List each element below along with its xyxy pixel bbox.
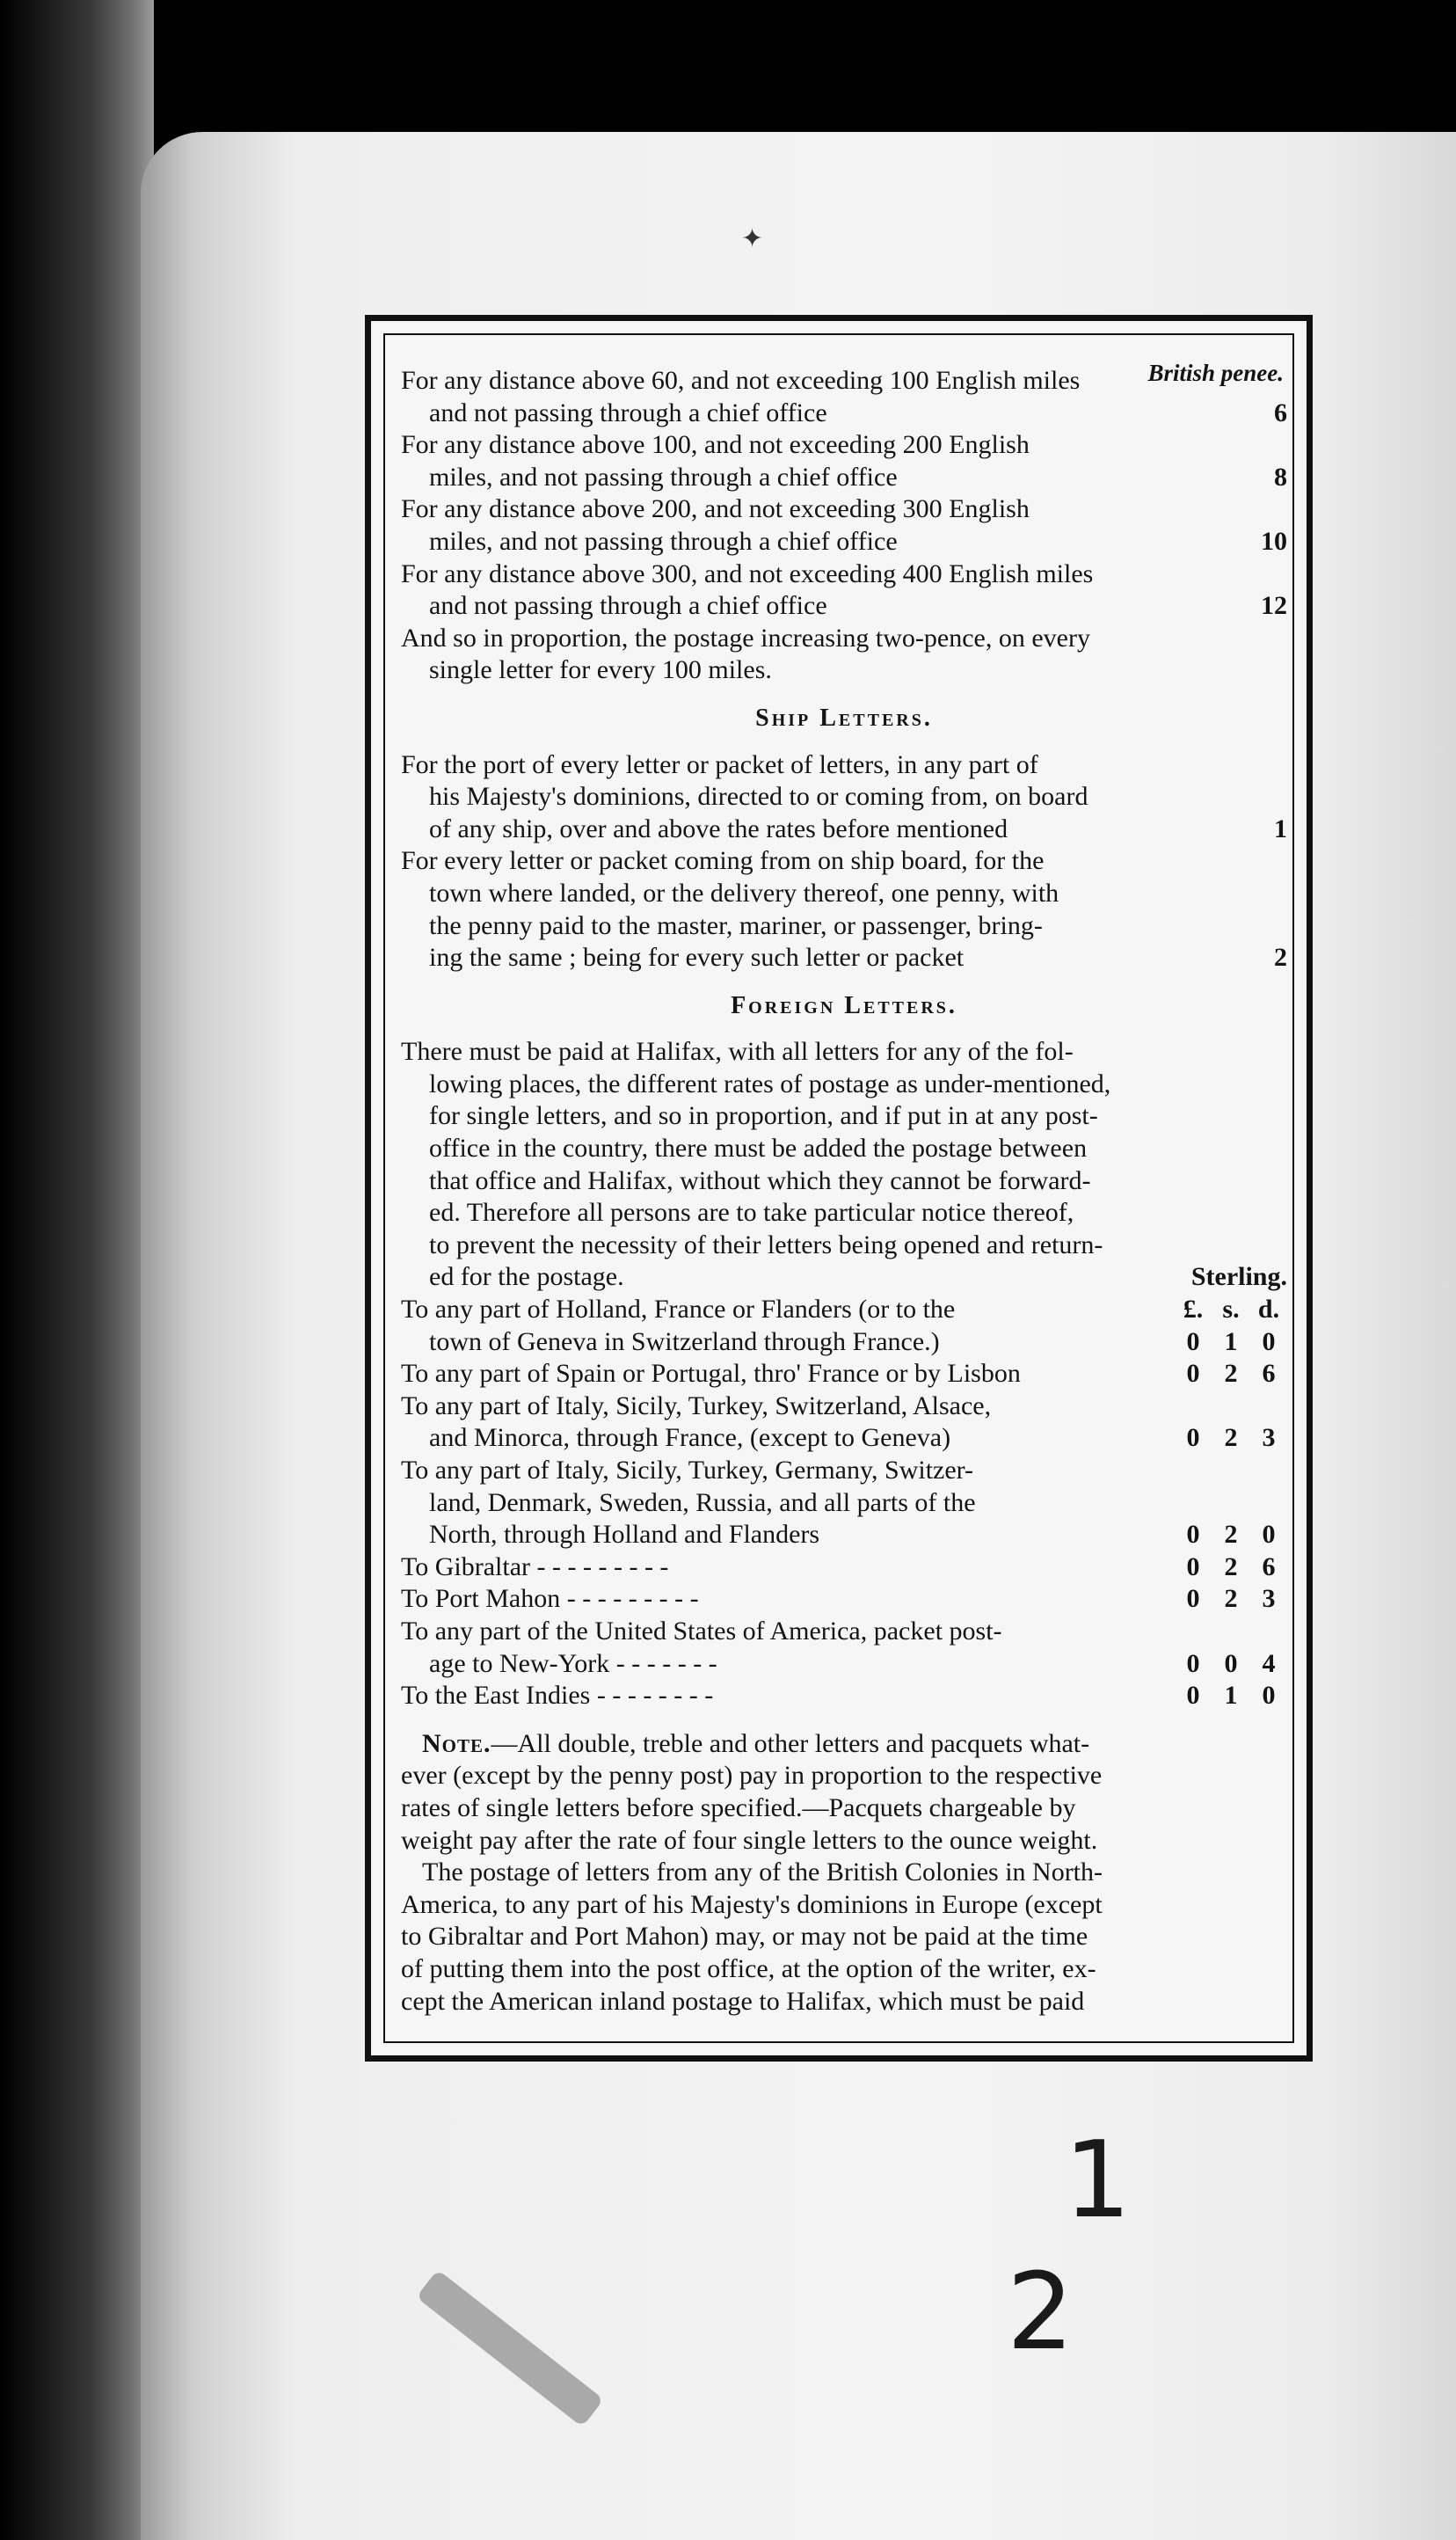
amount-digit: 6 bbox=[1262, 1551, 1276, 1581]
text-line: For the port of every letter or packet of letters, in any part of bbox=[401, 749, 1038, 779]
destination bbox=[401, 1551, 1178, 1584]
amount-column bbox=[1178, 1551, 1287, 1584]
handwritten-number-2: 2 bbox=[1007, 2252, 1074, 2374]
destination bbox=[401, 1390, 1178, 1455]
amount-digit: 0 bbox=[1186, 1681, 1200, 1711]
text-line: The postage of letters from any of the British Colonies in North- bbox=[422, 1858, 1103, 1887]
note-text: —All double, treble and other letters and pacquets what- bbox=[491, 1728, 1090, 1758]
text-line: that office and Halifax, without which they cannot be forward- bbox=[429, 1165, 1091, 1195]
text-line: For every letter or packet coming from on ship board, for the bbox=[401, 846, 1045, 876]
rate-description bbox=[401, 429, 1256, 493]
destination bbox=[401, 1680, 1178, 1712]
destination bbox=[401, 1583, 1178, 1616]
rate-entry bbox=[401, 558, 1287, 623]
foreign-rate-row bbox=[401, 1455, 1287, 1551]
text-line: North, through Holland and Flanders bbox=[429, 1520, 820, 1550]
text-line: the penny paid to the master, mariner, or passenger, bring- bbox=[429, 910, 1043, 940]
amount bbox=[1178, 1680, 1287, 1712]
text-line: age to New-York - - - - - - - bbox=[429, 1648, 717, 1678]
text-line: To any part of Italy, Sicily, Turkey, Switzerland, Alsace, bbox=[401, 1390, 992, 1420]
destination bbox=[401, 1358, 1178, 1390]
page-mark: ✦ bbox=[741, 224, 764, 253]
note-lead: Note. bbox=[422, 1728, 491, 1758]
book-spine-edge bbox=[0, 0, 154, 2540]
unit-label: s. bbox=[1222, 1295, 1240, 1325]
text-line: land, Denmark, Sweden, Russia, and all parts of the bbox=[429, 1487, 976, 1517]
text-line: of any ship, over and above the rates before mentioned bbox=[429, 814, 1008, 843]
rate-value: 10 bbox=[1261, 526, 1287, 556]
amount-digit: 0 bbox=[1186, 1551, 1200, 1581]
currency-units bbox=[1178, 1294, 1287, 1326]
text-line: town of Geneva in Switzerland through France.) bbox=[429, 1326, 940, 1356]
proportion-paragraph bbox=[401, 623, 1287, 687]
text-line: of putting them into the post office, at the option of the writer, ex- bbox=[401, 1953, 1096, 1983]
amount-digit: 2 bbox=[1224, 1359, 1238, 1389]
amount bbox=[1178, 1583, 1287, 1616]
amount bbox=[1178, 1648, 1287, 1681]
text-line: For any distance above 100, and not exceeding 200 English bbox=[401, 430, 1030, 460]
text-line: America, to any part of his Majesty's dominions in Europe (except bbox=[401, 1889, 1103, 1919]
text-line: miles, and not passing through a chief office bbox=[429, 526, 898, 556]
amount-digit: 3 bbox=[1262, 1584, 1276, 1614]
foreign-letters-heading: Foreign Letters. bbox=[731, 991, 957, 1019]
rate-entry bbox=[401, 845, 1287, 974]
rate-entry bbox=[401, 365, 1287, 429]
rate-description bbox=[401, 365, 1256, 429]
text-line: and not passing through a chief office bbox=[429, 591, 827, 621]
postage-table bbox=[401, 365, 1287, 2018]
foreign-paragraph bbox=[401, 1036, 1287, 1294]
amount-digit: 2 bbox=[1224, 1584, 1238, 1614]
amount-column bbox=[1178, 1519, 1287, 1551]
amount-digit: 0 bbox=[1186, 1584, 1200, 1614]
destination bbox=[401, 1616, 1178, 1680]
text-line: To any part of Spain or Portugal, thro' France or by Lisbon bbox=[401, 1359, 1021, 1389]
amount-column bbox=[1178, 1680, 1287, 1712]
text-line: To the East Indies - - - - - - - - bbox=[401, 1681, 714, 1711]
amount-column bbox=[1178, 1422, 1287, 1455]
column-header-british-pence: British penee. bbox=[1147, 360, 1284, 386]
page-crease bbox=[416, 2269, 604, 2427]
text-line: ing the same ; being for every such letter or packet bbox=[429, 943, 965, 973]
foreign-rate-row bbox=[401, 1680, 1287, 1712]
rate-description bbox=[401, 845, 1256, 974]
amount bbox=[1178, 1326, 1287, 1359]
amount-digit: 1 bbox=[1224, 1326, 1238, 1356]
amount-digit: 6 bbox=[1262, 1359, 1276, 1389]
text-line: To any part of Italy, Sicily, Turkey, Germany, Switzer- bbox=[401, 1456, 974, 1485]
text-line: and Minorca, through France, (except to Geneva) bbox=[429, 1423, 951, 1453]
destination bbox=[401, 1294, 1178, 1358]
text-line: For any distance above 60, and not exceeding 100 English miles bbox=[401, 366, 1081, 395]
rate-description bbox=[401, 558, 1256, 623]
foreign-rate-row bbox=[401, 1358, 1287, 1390]
rate-entry bbox=[401, 749, 1287, 846]
amount-digit: 0 bbox=[1262, 1681, 1276, 1711]
amount bbox=[1178, 1551, 1287, 1584]
destination bbox=[401, 1455, 1178, 1551]
foreign-rate-row bbox=[401, 1551, 1287, 1584]
text-line: lowing places, the different rates of postage as under-mentioned, bbox=[429, 1069, 1111, 1098]
amount-column bbox=[1178, 1648, 1287, 1681]
amount-digit: 0 bbox=[1262, 1326, 1276, 1356]
sterling-label: Sterling. bbox=[1190, 1262, 1287, 1292]
rate-value: 6 bbox=[1274, 398, 1287, 427]
rate-entry bbox=[401, 493, 1287, 558]
amount-digit: 0 bbox=[1224, 1648, 1238, 1678]
amount-column bbox=[1178, 1583, 1287, 1616]
amount-digit: 1 bbox=[1224, 1681, 1238, 1711]
text-line: To Gibraltar - - - - - - - - - bbox=[401, 1551, 669, 1581]
amount-digit: 3 bbox=[1262, 1423, 1276, 1453]
text-line: ed. Therefore all persons are to take particular notice thereof, bbox=[429, 1198, 1074, 1228]
text-line: rates of single letters before specified.—Pacquets chargeable by bbox=[401, 1792, 1076, 1822]
text-line: And so in proportion, the postage increasing two-pence, on every bbox=[401, 623, 1090, 653]
amount-digit: 0 bbox=[1186, 1423, 1200, 1453]
text-line: weight pay after the rate of four single letters to the ounce weight. bbox=[401, 1825, 1098, 1855]
amount-digit: 4 bbox=[1262, 1648, 1276, 1678]
amount-digit: 0 bbox=[1186, 1648, 1200, 1678]
text-line: cept the American inland postage to Halifax, which must be paid bbox=[401, 1986, 1085, 2016]
text-line: office in the country, there must be added the postage between bbox=[429, 1134, 1088, 1164]
foreign-rate-row bbox=[401, 1390, 1287, 1455]
text-line: and not passing through a chief office bbox=[429, 398, 827, 427]
text-line: to Gibraltar and Port Mahon) may, or may not be paid at the time bbox=[401, 1922, 1088, 1952]
amount-digit: 0 bbox=[1186, 1326, 1200, 1356]
text-line: To Port Mahon - - - - - - - - - bbox=[401, 1584, 699, 1614]
rate-entry bbox=[401, 429, 1287, 493]
text-line: his Majesty's dominions, directed to or coming from, on board bbox=[429, 782, 1088, 812]
rate-description bbox=[401, 749, 1256, 846]
amount bbox=[1178, 1422, 1287, 1455]
handwritten-number-1: 1 bbox=[1064, 2120, 1132, 2242]
amount-digit: 2 bbox=[1224, 1423, 1238, 1453]
ship-letters bbox=[401, 749, 1287, 974]
amount-digit: 2 bbox=[1224, 1551, 1238, 1581]
amount-digit: 0 bbox=[1262, 1520, 1276, 1550]
printed-frame bbox=[365, 315, 1313, 2062]
text-line: ed for the postage. bbox=[429, 1262, 624, 1292]
text-line: for single letters, and so in proportion, and if put in at any post- bbox=[429, 1101, 1098, 1131]
text-line: To any part of Holland, France or Flanders (or to the bbox=[401, 1295, 956, 1325]
text-line bbox=[401, 1728, 1287, 1761]
foreign-rate-row bbox=[401, 1583, 1287, 1616]
text-line: There must be paid at Halifax, with all letters for any of the fol- bbox=[401, 1037, 1074, 1067]
text-line: miles, and not passing through a chief office bbox=[429, 462, 898, 492]
amount-digit: 0 bbox=[1186, 1520, 1200, 1550]
text-line: to prevent the necessity of their letters being opened and return- bbox=[429, 1230, 1103, 1259]
amount-column bbox=[1178, 1358, 1287, 1390]
text-line: ever (except by the penny post) pay in proportion to the respective bbox=[401, 1761, 1103, 1791]
rate-description bbox=[401, 493, 1256, 558]
amount-digit: 0 bbox=[1186, 1359, 1200, 1389]
ship-letters-heading: Ship Letters. bbox=[755, 704, 933, 732]
text-line: single letter for every 100 miles. bbox=[429, 655, 772, 685]
amount-column bbox=[1178, 1294, 1287, 1358]
rate-value: 12 bbox=[1261, 591, 1287, 621]
foreign-rates bbox=[401, 1294, 1287, 1712]
unit-label: d. bbox=[1257, 1295, 1280, 1325]
text-line: For any distance above 200, and not exceeding 300 English bbox=[401, 494, 1030, 524]
text-line: For any distance above 300, and not exceeding 400 English miles bbox=[401, 558, 1094, 588]
text-line: town where landed, or the delivery thereof, one penny, with bbox=[429, 878, 1059, 908]
note-paragraph bbox=[401, 1728, 1287, 2018]
rate-value: 1 bbox=[1274, 814, 1287, 843]
amount bbox=[1178, 1519, 1287, 1551]
foreign-rate-row bbox=[401, 1616, 1287, 1680]
unit-label: £. bbox=[1183, 1295, 1204, 1325]
foreign-rate-row bbox=[401, 1294, 1287, 1358]
text-line: To any part of the United States of America, packet post- bbox=[401, 1616, 1002, 1646]
rate-value: 2 bbox=[1274, 943, 1287, 973]
rate-value: 8 bbox=[1274, 462, 1287, 492]
amount bbox=[1178, 1358, 1287, 1390]
amount-digit: 2 bbox=[1224, 1520, 1238, 1550]
inland-rates bbox=[401, 365, 1287, 623]
